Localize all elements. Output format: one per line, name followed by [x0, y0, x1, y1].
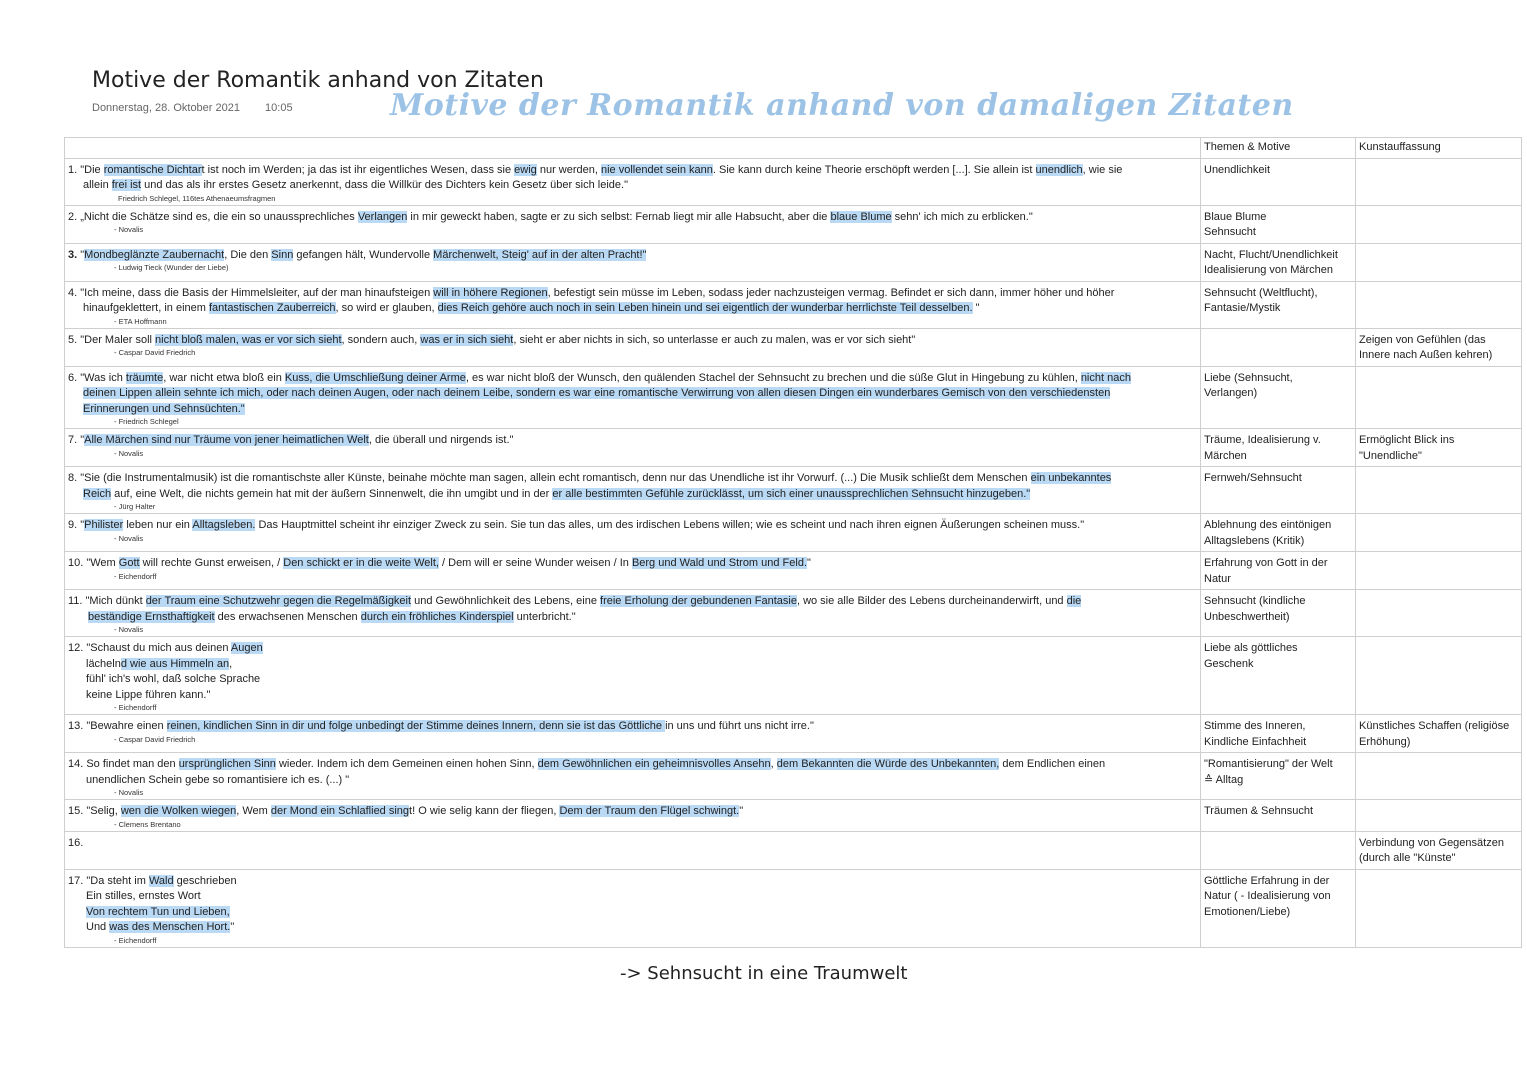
quote-text: 1. "Die romantische Dichtart ist noch im Werden; ja das ist ihr eigentliches Wesen, dass sie ewig nur werden, nie vollendet sein kann. Sie kann durch keine Theorie erschöpft werden [...]. Sie allein ist unendlich, wie sie allein frei ist und das als ihr erstes Gesetz anerkennt, dass die Willkür des Dichters kein Gesetz über sich leide."	[68, 163, 1123, 191]
quote-text: 12. "Schaust du mich aus deinen Augen lächelnd wie aus Himmeln an, fühl' ich's wohl, daß solche Sprache keine Lippe führen kann."	[68, 642, 263, 701]
art-cell	[1356, 590, 1522, 637]
quote-author: - ETA Hoffmann	[68, 317, 1197, 326]
handwritten-title: Motive der Romantik anhand von damaligen Zitaten	[390, 88, 1294, 123]
art-cell	[1356, 158, 1522, 205]
quote-text: 5. "Der Maler soll nicht bloß malen, was er vor sich sieht, sondern auch, was er in sich sieht, sieht er aber nichts in sich, so unterlasse er auch zu malen, was er vor sich sieht"	[68, 333, 916, 346]
quote-text: 2. „Nicht die Schätze sind es, die ein so unaussprechliches Verlangen in mir geweckt haben, sagte er zu sich selbst: Fernab liegt mir alle Habsucht, aber die blaue Blume sehn' ich mich zu erblicken."	[68, 210, 1033, 223]
table-row	[65, 366, 1522, 429]
quote-author: Friedrich Schlegel, 116tes Athenaeumsfragmen	[118, 193, 276, 203]
date-text: Donnerstag, 28. Oktober 2021	[92, 102, 240, 114]
themes-cell	[1201, 831, 1356, 869]
quote-author: - Eichendorff	[68, 703, 1197, 712]
quote-cell	[65, 205, 1201, 243]
themes-cell: Nacht, Flucht/Unendlichkeit Idealisierung von Märchen	[1201, 243, 1356, 281]
table-row	[65, 467, 1522, 514]
quote-author: - Friedrich Schlegel	[68, 417, 1197, 426]
table-row	[65, 328, 1522, 366]
quote-cell	[65, 715, 1201, 753]
quote-author: - Novalis	[68, 534, 1197, 543]
art-cell	[1356, 366, 1522, 429]
themes-cell: "Romantisierung" der Welt ≙ Alltag	[1201, 753, 1356, 800]
quote-cell	[65, 753, 1201, 800]
quote-text: 7. "Alle Märchen sind nur Träume von jener heimatlichen Welt, die überall und nirgends ist."	[68, 434, 514, 446]
art-cell	[1356, 243, 1522, 281]
quote-cell	[65, 281, 1201, 328]
art-cell	[1356, 753, 1522, 800]
quote-cell	[65, 158, 1201, 205]
table-row	[65, 281, 1522, 328]
table-row	[65, 590, 1522, 637]
quote-text: 14. So findet man den ursprünglichen Sinn wieder. Indem ich dem Gemeinen einen hohen Sinn, dem Gewöhnlichen ein geheimnisvolles Ansehn, dem Bekannten die Würde des Unbekannten, dem Endlichen einen unendlichen Schein gebe so romantisiere ich es. (...) "	[68, 758, 1106, 786]
art-cell	[1356, 281, 1522, 328]
themes-cell: Liebe (Sehnsucht, Verlangen)	[1201, 366, 1356, 429]
table-row	[65, 715, 1522, 753]
themes-cell: Sehnsucht (kindliche Unbeschwertheit)	[1201, 590, 1356, 637]
art-cell	[1356, 514, 1522, 552]
table-row	[65, 869, 1522, 947]
quote-text: 4. "Ich meine, dass die Basis der Himmelsleiter, auf der man hinaufsteigen will in höhere Regionen, befestigt sein müsse im Leben, sodass jeder nachzusteigen vermag. Befindet er sich dann, immer höher und höher hinaufgeklettert, in einem fantastischen Zauberreich, so wird er glauben, dies Reich gehöre auch noch in sein Leben hinein und sei eigentlich der wunderbar herrlichste Teil desselben. "	[68, 286, 1115, 314]
themes-cell: Unendlichkeit	[1201, 158, 1356, 205]
quote-author: - Novalis	[68, 625, 1197, 634]
table-row	[65, 753, 1522, 800]
quote-author: - Novalis	[68, 788, 1197, 797]
art-cell: Verbindung von Gegensätzen (durch alle "Künste"	[1356, 831, 1522, 869]
page-title: Motive der Romantik anhand von Zitaten	[92, 68, 544, 93]
quote-author: - Novalis	[68, 225, 1197, 234]
themes-cell: Ablehnung des eintönigen Alltagslebens (Kritik)	[1201, 514, 1356, 552]
quote-text: 9. "Philister leben nur ein Alltagsleben. Das Hauptmittel scheint ihr einziger Zweck zu sein. Sie tun das alles, um des irdischen Lebens willen; wie es scheint und nach ihren eignen Äußerungen scheinen muss."	[68, 519, 1085, 531]
bottom-note: -> Sehnsucht in eine Traumwelt	[620, 963, 908, 984]
themes-cell: Liebe als göttliches Geschenk	[1201, 637, 1356, 715]
art-cell	[1356, 205, 1522, 243]
table-row	[65, 514, 1522, 552]
art-cell	[1356, 552, 1522, 590]
table-header-row	[65, 138, 1522, 159]
quote-cell	[65, 869, 1201, 947]
quote-text: 17. "Da steht im Wald geschrieben Ein stilles, ernstes Wort Von rechtem Tun und Lieben, Und was des Menschen Hort."	[68, 874, 237, 933]
art-cell	[1356, 467, 1522, 514]
table-row	[65, 243, 1522, 281]
motive-table	[64, 137, 1522, 948]
time-text: 10:05	[265, 102, 293, 114]
header-quote	[65, 138, 1201, 159]
quote-cell	[65, 590, 1201, 637]
quote-text: 3. "Mondbeglänzte Zaubernacht, Die den Sinn gefangen hält, Wundervolle Märchenwelt, Steig' auf in der alten Pracht!"	[68, 248, 647, 261]
themes-cell: Fernweh/Sehnsucht	[1201, 467, 1356, 514]
quote-cell	[65, 514, 1201, 552]
quote-text: 8. "Sie (die Instrumentalmusik) ist die romantischste aller Künste, beinahe möchte man sagen, allein echt romantisch, denn nur das Unendliche ist ihr Vorwurf. (...) Die Musik schließt dem Menschen ein unbekanntes Reich auf, eine Welt, die nichts gemein hat mit der äußern Sinnenwelt, die ihn umgibt und in der er alle bestimmten Gefühle zurücklässt, um sich einer unaussprechlichen Sehnsucht hinzugeben."	[68, 472, 1112, 500]
quote-cell	[65, 831, 1201, 869]
themes-cell: Blaue Blume Sehnsucht	[1201, 205, 1356, 243]
quote-author: - Ludwig Tieck (Wunder der Liebe)	[68, 263, 1197, 272]
art-cell	[1356, 637, 1522, 715]
table-row	[65, 831, 1522, 869]
table-row	[65, 800, 1522, 832]
themes-cell: Träume, Idealisierung v. Märchen	[1201, 429, 1356, 467]
header-themes: Themen & Motive	[1201, 138, 1356, 159]
header-art: Kunstauffassung	[1356, 138, 1522, 159]
themes-cell: Göttliche Erfahrung in der Natur ( - Idealisierung von Emotionen/Liebe)	[1201, 869, 1356, 947]
quote-cell	[65, 800, 1201, 832]
quote-cell	[65, 366, 1201, 429]
quote-cell	[65, 243, 1201, 281]
quote-author: - Caspar David Friedrich	[68, 348, 1197, 357]
art-cell	[1356, 869, 1522, 947]
themes-cell	[1201, 328, 1356, 366]
quote-text: 15. "Selig, wen die Wolken wiegen, Wem der Mond ein Schlaflied singt! O wie selig kann der fliegen, Dem der Traum den Flügel schwingt."	[68, 805, 744, 817]
quote-cell	[65, 637, 1201, 715]
table-row	[65, 429, 1522, 467]
quote-text: 13. "Bewahre einen reinen, kindlichen Sinn in dir und folge unbedingt der Stimme deines Innern, denn sie ist das Göttliche in uns und führt uns nicht irre."	[68, 720, 814, 732]
date-line	[92, 102, 293, 114]
table-row	[65, 552, 1522, 590]
quote-author: - Eichendorff	[68, 572, 1197, 581]
table-row	[65, 158, 1522, 205]
quote-cell	[65, 429, 1201, 467]
themes-cell: Erfahrung von Gott in der Natur	[1201, 552, 1356, 590]
quote-author: - Caspar David Friedrich	[68, 735, 1197, 744]
art-cell: Zeigen von Gefühlen (das Innere nach Außen kehren)	[1356, 328, 1522, 366]
art-cell: Ermöglicht Blick ins "Unendliche"	[1356, 429, 1522, 467]
quote-cell	[65, 552, 1201, 590]
quote-cell	[65, 328, 1201, 366]
quote-text: 16.	[68, 836, 84, 849]
themes-cell: Träumen & Sehnsucht	[1201, 800, 1356, 832]
quote-author: - Jürg Halter	[68, 502, 1197, 511]
quote-author: - Novalis	[68, 449, 1197, 458]
themes-cell: Sehnsucht (Weltflucht), Fantasie/Mystik	[1201, 281, 1356, 328]
quote-text: 10. "Wem Gott will rechte Gunst erweisen, / Den schickt er in die weite Welt, / Dem will er seine Wunder weisen / In Berg und Wald und Strom und Feld."	[68, 557, 811, 569]
quote-author: - Clemens Brentano	[68, 820, 1197, 829]
art-cell: Künstliches Schaffen (religiöse Erhöhung)	[1356, 715, 1522, 753]
quote-author: - Eichendorff	[68, 936, 1197, 945]
quote-text: 11. "Mich dünkt der Traum eine Schutzwehr gegen die Regelmäßigkeit und Gewöhnlichkeit des Lebens, eine freie Erholung der gebundenen Fantasie, wo sie alle Bilder des Lebens durcheinanderwirft, und die beständige Ernsthaftigkeit des erwachsenen Menschen durch ein fröhliches Kinderspiel unterbricht."	[68, 595, 1082, 623]
themes-cell: Stimme des Inneren, Kindliche Einfachheit	[1201, 715, 1356, 753]
art-cell	[1356, 800, 1522, 832]
table-row	[65, 205, 1522, 243]
quote-cell	[65, 467, 1201, 514]
quote-text: 6. "Was ich träumte, war nicht etwa bloß ein Kuss, die Umschließung deiner Arme, es war nicht bloß der Wunsch, den quälenden Stachel der Sehnsucht zu brechen und die süße Glut in Hingebung zu kühlen, nicht nach deinen Lippen allein sehnte ich mich, oder nach deinen Augen, oder nach deinem Leibe, sondern es war eine romantische Verwirrung von allen diesen Dingen ein wunderbares Gemisch von den verschiedensten Erinnerungen und Sehnsüchten."	[68, 371, 1131, 415]
table-row	[65, 637, 1522, 715]
